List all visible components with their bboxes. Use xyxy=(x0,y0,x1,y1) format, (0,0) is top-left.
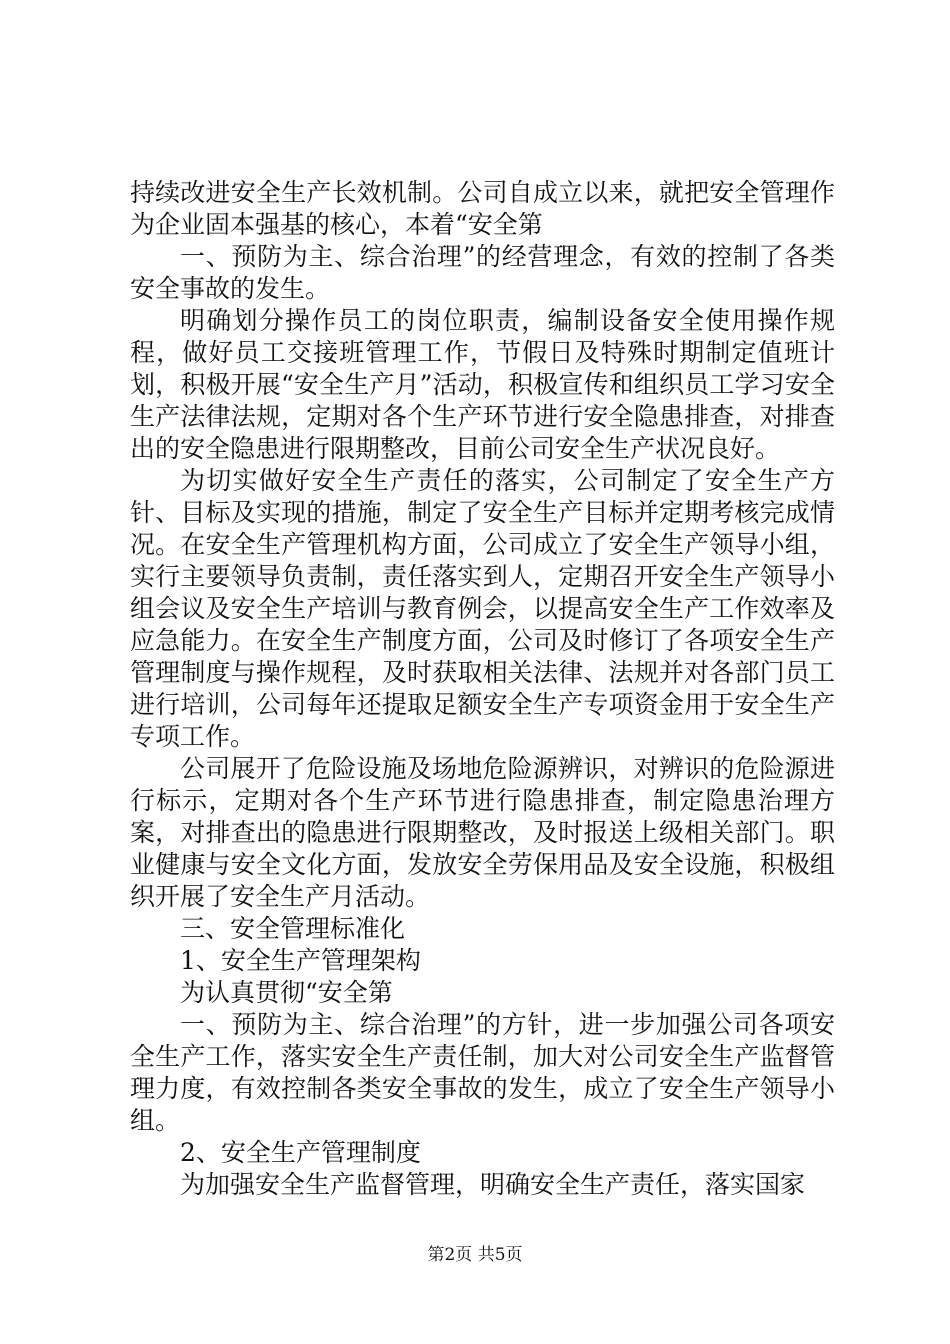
document-body xyxy=(130,177,835,1201)
paragraph-8: 为加强安全生产监督管理，明确安全生产责任，落实国家 xyxy=(180,1170,806,1199)
paragraph-7: 一、预防为主、综合治理”的方针，进一步加强公司各项安全生产工作，落实安全生产责任制，加大对公司安全生产监督管理力度，有效控制各类安全事故的发生，成立了安全生产领导小组。 xyxy=(130,1010,835,1135)
paragraph-3: 明确划分操作员工的岗位职责，编制设备安全使用操作规程，做好员工交接班管理工作，节假日及特殊时期制定值班计划，积极开展“安全生产月”活动，积极宣传和组织员工学习安全生产法律法规，定期对各个生产环节进行安全隐患排查，对排查出的安全隐患进行限期整改，目前公司安全生产状况良好。 xyxy=(130,306,835,463)
paragraph-5: 公司展开了危险设施及场地危险源辨识，对辨识的危险源进行标示，定期对各个生产环节进行隐患排查，制定隐患治理方案，对排查出的隐患进行限期整改，及时报送上级相关部门。职业健康与安全文化方面，发放安全劳保用品及安全设施，积极组织开展了安全生产月活动。 xyxy=(130,754,835,911)
paragraph-1: 持续改进安全生产长效机制。公司自成立以来，就把安全管理作为企业固本强基的核心，本着“安全第 xyxy=(130,178,835,239)
subsection-heading-2: 2、安全生产管理制度 xyxy=(180,1138,421,1167)
paragraph-4: 为切实做好安全生产责任的落实，公司制定了安全生产方针、目标及实现的措施，制定了安全生产目标并定期考核完成情况。在安全生产管理机构方面，公司成立了安全生产领导小组，实行主要领导负责制，责任落实到人，定期召开安全生产领导小组会议及安全生产培训与教育例会，以提高安全生产工作效率及应急能力。在安全生产制度方面，公司及时修订了各项安全生产管理制度与操作规程，及时获取相关法律、法规并对各部门员工进行培训，公司每年还提取足额安全生产专项资金用于安全生产专项工作。 xyxy=(130,466,835,751)
paragraph-2: 一、预防为主、综合治理”的经营理念，有效的控制了各类安全事故的发生。 xyxy=(130,242,835,303)
subsection-heading-1: 1、安全生产管理架构 xyxy=(180,946,421,975)
section-heading-3: 三、安全管理标准化 xyxy=(180,914,406,943)
paragraph-6: 为认真贯彻“安全第 xyxy=(180,978,393,1007)
page-footer: 第2页 共5页 xyxy=(427,1245,523,1265)
